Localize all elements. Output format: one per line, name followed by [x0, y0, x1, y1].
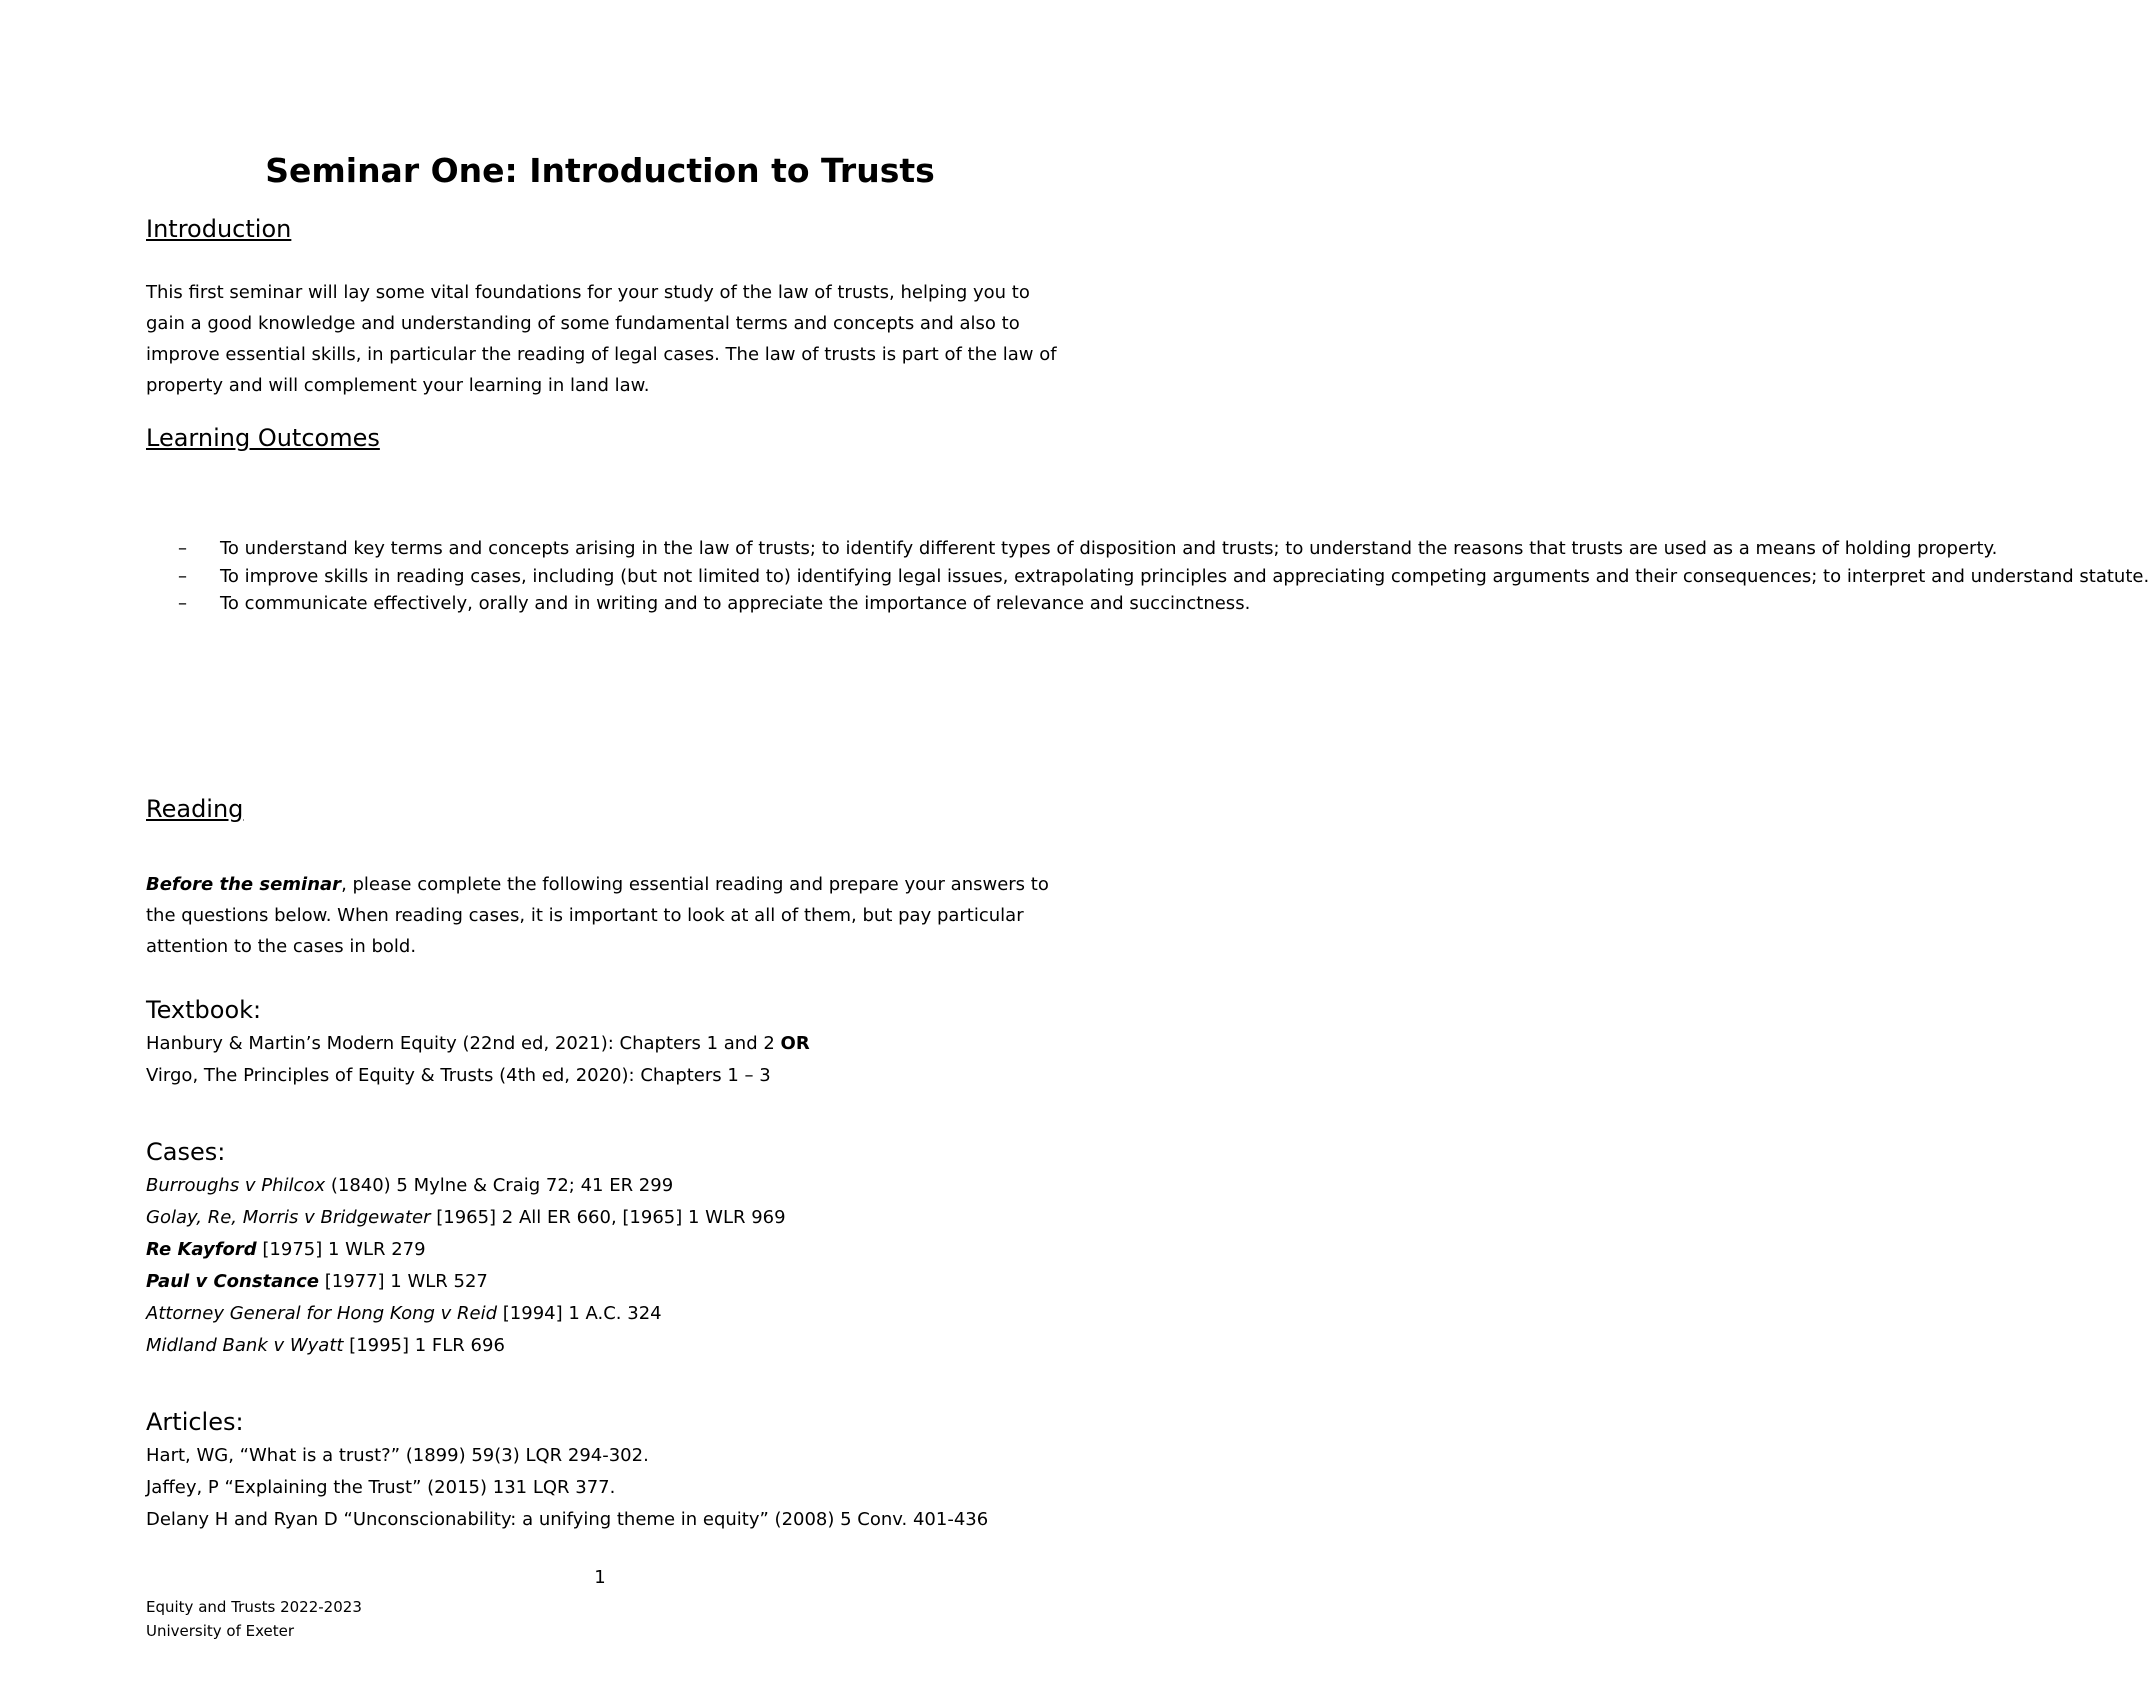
textbook-list [146, 1028, 810, 1092]
list-item [146, 1266, 786, 1298]
list-item [146, 1060, 810, 1092]
case-citation: [1975] 1 WLR 279 [256, 1239, 426, 1260]
learning-outcomes-list [146, 535, 2149, 618]
case-citation: [1994] 1 A.C. 324 [497, 1303, 662, 1324]
list-item [146, 1028, 810, 1060]
reading-heading: Reading [146, 795, 244, 823]
list-item [146, 1298, 786, 1330]
introduction-heading: Introduction [146, 215, 292, 243]
case-name: Attorney General for Hong Kong v Reid [146, 1303, 498, 1324]
textbook-line-1: Hanbury & Martin’s Modern Equity (22nd ed, 2021): Chapters 1 and 2 [146, 1033, 781, 1054]
footer-institution: University of Exeter [146, 1622, 295, 1640]
cases-list [146, 1170, 786, 1362]
page-title: Seminar One: Introduction to Trusts [265, 151, 935, 190]
or-label: OR [780, 1033, 810, 1054]
list-item-text: To communicate effectively, orally and in writing and to appreciate the importance of relevance and succinctness. [220, 593, 1251, 614]
reading-lead: Before the seminar [146, 874, 342, 895]
list-item [146, 563, 2149, 591]
case-citation: (1840) 5 Mylne & Craig 72; 41 ER 299 [325, 1175, 674, 1196]
case-name: Midland Bank v Wyatt [146, 1335, 344, 1356]
dash-bullet: – [178, 593, 187, 614]
list-item: Delany H and Ryan D “Unconscionability: a unifying theme in equity” (2008) 5 Conv. 401-436 [146, 1509, 989, 1530]
articles-heading: Articles: [146, 1408, 244, 1436]
list-item: Jaffey, P “Explaining the Trust” (2015) 131 LQR 377. [146, 1477, 616, 1498]
page-number: 1 [594, 1567, 606, 1588]
case-citation: [1965] 2 All ER 660, [1965] 1 WLR 969 [430, 1207, 786, 1228]
case-name: Re Kayford [146, 1239, 257, 1260]
list-item: Hart, WG, “What is a trust?” (1899) 59(3) LQR 294-302. [146, 1445, 649, 1466]
case-citation: [1995] 1 FLR 696 [343, 1335, 505, 1356]
list-item [146, 1202, 786, 1234]
textbook-line-2: Virgo, The Principles of Equity & Trusts (4th ed, 2020): Chapters 1 – 3 [146, 1065, 771, 1086]
learning-outcomes-heading: Learning Outcomes [146, 424, 380, 452]
dash-bullet: – [178, 538, 187, 559]
case-name: Paul v Constance [146, 1271, 319, 1292]
introduction-paragraph: This first seminar will lay some vital foundations for your study of the law of trusts, helping you to gain a good knowledge and understanding of some fundamental terms and concepts and also to improve essential skills, in particular the reading of legal cases. The law of trusts is part of the law of property and will complement your learning in land law. [146, 282, 1057, 396]
reading-paragraph [146, 869, 1066, 962]
case-citation: [1977] 1 WLR 527 [319, 1271, 488, 1292]
footer-course: Equity and Trusts 2022-2023 [146, 1598, 362, 1616]
cases-heading: Cases: [146, 1138, 226, 1166]
textbook-heading: Textbook: [146, 996, 262, 1024]
articles-list [146, 1440, 988, 1536]
list-item [146, 1330, 786, 1362]
case-name: Golay, Re, Morris v Bridgewater [146, 1207, 431, 1228]
list-item [146, 1234, 786, 1266]
dash-bullet: – [178, 565, 187, 587]
list-item [146, 535, 1998, 563]
reading-text: , please complete the following essential reading and prepare your answers to the questions below. When reading cases, it is important to look at all of them, but pay particular attention to the cases in bold. [146, 874, 1049, 957]
list-item-text: To improve skills in reading cases, including (but not limited to) identifying legal issues, extrapolating principles and appreciating competing arguments and their consequences; to interpret and understand statute. [220, 565, 2149, 587]
list-item [146, 590, 1251, 618]
list-item-text: To understand key terms and concepts arising in the law of trusts; to identify different types of disposition and trusts; to understand the reasons that trusts are used as a means of holding property. [220, 538, 1998, 559]
page-footer [146, 1595, 362, 1643]
case-name: Burroughs v Philcox [146, 1175, 326, 1196]
list-item [146, 1170, 786, 1202]
